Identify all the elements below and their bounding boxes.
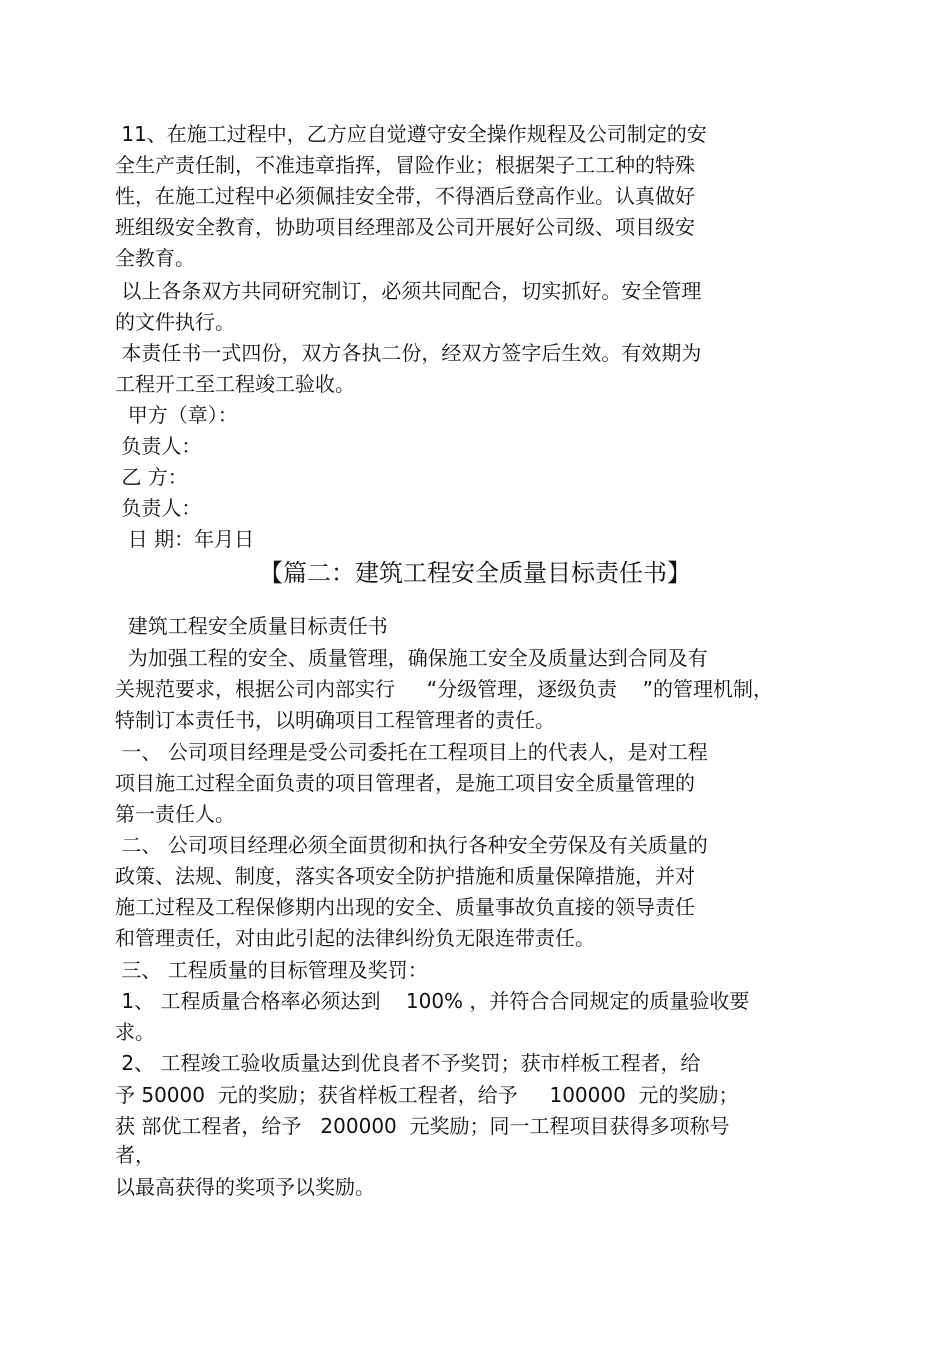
- party-b-person-label: 负责人：: [115, 496, 202, 520]
- text-line: 获 部优工程者，给予 200000 元奖励；同一工程项目获得多项称号: [115, 1114, 730, 1138]
- party-a-person-label: 负责人：: [115, 434, 202, 458]
- text-line: 本责任书一式四份，双方各执二份，经双方签字后生效。有效期为: [115, 341, 702, 365]
- text-line: 1、 工程质量合格率必须达到 100% ，并符合合同规定的质量验收要: [115, 989, 750, 1013]
- text-line: 予 50000 元的奖励；获省样板工程者，给予 100000 元的奖励；: [115, 1083, 739, 1107]
- text-line: 项目施工过程全面负责的项目管理者，是施工项目安全质量管理的: [115, 771, 695, 795]
- text-line: 特制订本责任书，以明确项目工程管理者的责任。: [115, 708, 555, 732]
- text-line: 和管理责任，对由此引起的法律纠纷负无限连带责任。: [115, 926, 595, 950]
- party-a-seal-label: 甲方（章）：: [115, 403, 238, 427]
- text-line: 三、 工程质量的目标管理及奖罚：: [115, 958, 428, 982]
- text-line: 11、在施工过程中，乙方应自觉遵守安全操作规程及公司制定的安: [115, 122, 707, 146]
- text-line: 以上各条双方共同研究制订，必须共同配合，切实抓好。安全管理: [115, 279, 702, 303]
- text-line: 工程开工至工程竣工验收。: [115, 372, 355, 396]
- text-line: 性，在施工过程中必须佩挂安全带，不得酒后登高作业。认真做好: [115, 184, 695, 208]
- text-line: 2、 工程竣工验收质量达到优良者不予奖罚；获市样板工程者，给: [115, 1051, 701, 1075]
- text-line: 求。: [115, 1020, 155, 1044]
- section-2-heading: 【篇二：建筑工程安全质量目标责任书】: [259, 559, 691, 587]
- party-b-label: 乙 方：: [115, 465, 188, 489]
- text-line: 全教育。: [115, 246, 195, 270]
- text-line: 二、 公司项目经理必须全面贯彻和执行各种安全劳保及有关质量的: [115, 833, 708, 857]
- text-line: 的文件执行。: [115, 310, 235, 334]
- text-line: 者，: [115, 1143, 155, 1167]
- text-line: 班组级安全教育，协助项目经理部及公司开展好公司级、项目级安: [115, 215, 695, 239]
- text-line: 第一责任人。: [115, 802, 235, 826]
- text-line: 一、 公司项目经理是受公司委托在工程项目上的代表人，是对工程: [115, 740, 708, 764]
- text-line: 为加强工程的安全、质量管理，确保施工安全及质量达到合同及有: [115, 646, 708, 670]
- text-line: 施工过程及工程保修期内出现的安全、质量事故负直接的领导责任: [115, 895, 695, 919]
- text-line: 以最高获得的奖项予以奖励。: [115, 1175, 375, 1199]
- text-line: 关规范要求，根据公司内部实行 “分级管理，逐级负责 ”的管理机制，: [115, 677, 773, 701]
- text-line: 全生产责任制，不准违章指挥，冒险作业；根据架子工工种的特殊: [115, 153, 695, 177]
- date-label: 日 期：年月日: [115, 527, 255, 551]
- document-subtitle: 建筑工程安全质量目标责任书: [115, 614, 388, 638]
- text-line: 政策、法规、制度，落实各项安全防护措施和质量保障措施，并对: [115, 864, 695, 888]
